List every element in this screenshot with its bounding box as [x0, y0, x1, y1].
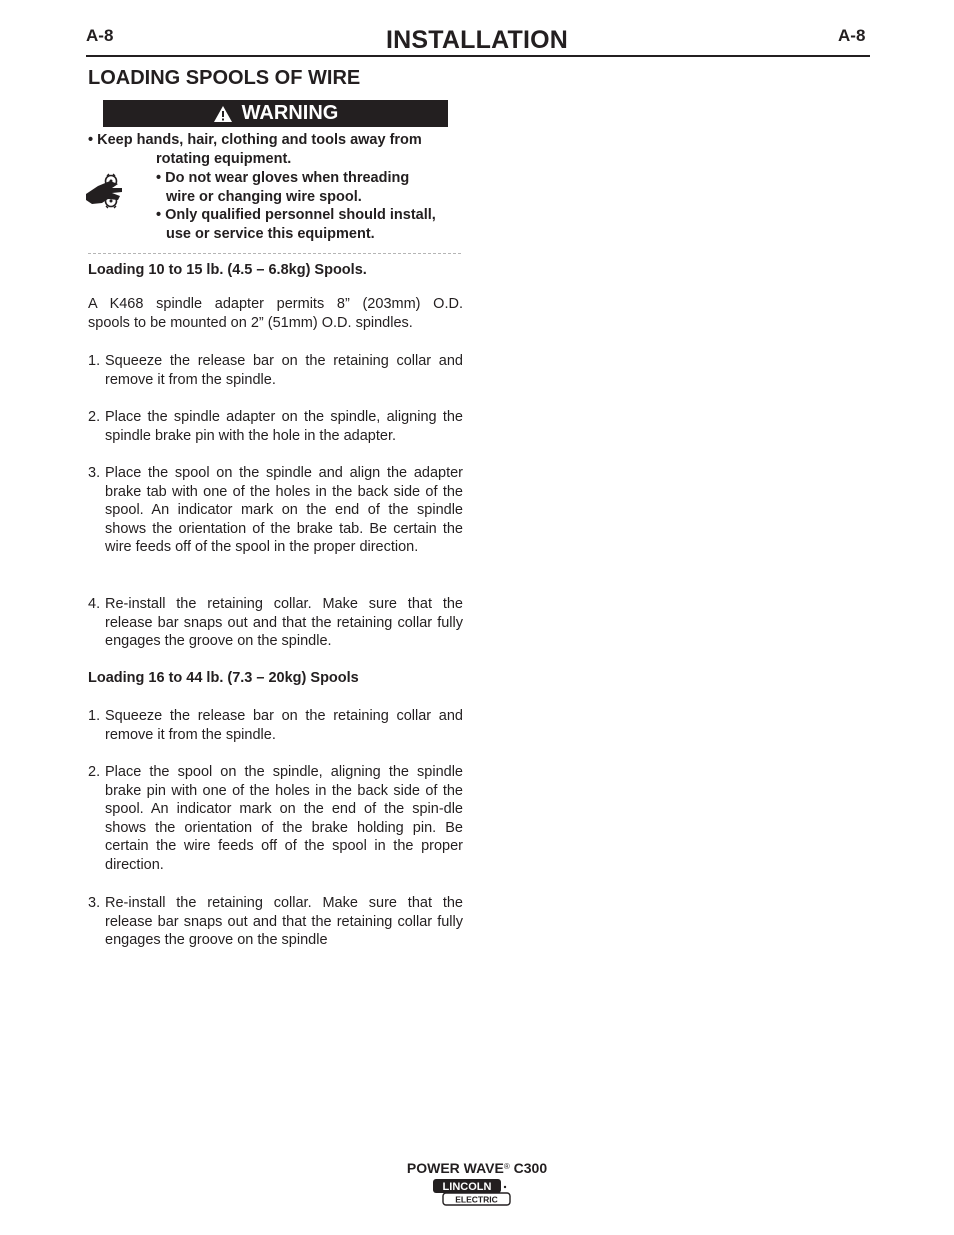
step-number: 1.: [88, 353, 101, 369]
warning-triangle-icon: [213, 105, 233, 123]
part2-step-2: [88, 763, 463, 875]
part1-step-2: [88, 408, 463, 445]
rotating-equipment-hazard-icon: [84, 172, 154, 219]
part1-intro-line-2: spools to be mounted on 2” (51mm) O.D. spindles.: [88, 314, 413, 331]
step-number: 4.: [88, 596, 101, 612]
step-text: Re-install the retaining collar. Make sure that the release bar snaps out and that the retaining collar fully engages the groove on the spindle.: [105, 596, 463, 650]
step-text: Squeeze the release bar on the retaining collar and remove it from the spindle.: [105, 353, 463, 388]
part2-heading: Loading 16 to 44 lb. (7.3 – 20kg) Spools: [88, 670, 359, 686]
logo-bottom-text: ELECTRIC: [455, 1194, 498, 1205]
warning-label: WARNING: [241, 102, 339, 124]
part1-step-4: [88, 595, 463, 651]
part1-step-3: [88, 464, 463, 557]
step-number: 2.: [88, 409, 101, 425]
warning-line-5: • Only qualified personnel should install,: [156, 207, 436, 223]
model-suffix: C300: [509, 1160, 548, 1176]
page-title: INSTALLATION: [385, 26, 568, 54]
page-number-left: A-8: [86, 26, 114, 45]
warning-banner: [103, 100, 448, 127]
step-text: Squeeze the release bar on the retaining collar and remove it from the spindle.: [105, 708, 463, 743]
model-prefix: POWER WAVE: [406, 1160, 504, 1176]
part2-step-3: [88, 894, 463, 950]
footer-model-name: [0, 1160, 954, 1176]
warning-line-1: • Keep hands, hair, clothing and tools away from: [88, 132, 422, 148]
step-text: Place the spindle adapter on the spindle, aligning the spindle brake pin with the hole in the adapter.: [105, 409, 463, 444]
warning-line-3: • Do not wear gloves when threading: [156, 170, 410, 186]
registered-mark: ®: [503, 1162, 510, 1171]
header-rule: [86, 55, 870, 57]
logo-top-text: LINCOLN: [442, 1181, 492, 1193]
lincoln-electric-logo: [432, 1178, 512, 1211]
section-title: LOADING SPOOLS OF WIRE: [88, 67, 361, 89]
step-text: Place the spool on the spindle and align the adapter brake tab with one of the holes in the back side of the spool. An indicator mark on the end of the spindle shows the orientation of the brake tab. Be certain the wire feeds off of the spool in the proper direction.: [105, 465, 463, 556]
warning-line-4: wire or changing wire spool.: [166, 189, 362, 205]
step-number: 1.: [88, 708, 101, 724]
part1-step-1: [88, 352, 463, 389]
part1-intro-line-1: A K468 spindle adapter permits 8” (203mm) O.D.: [88, 296, 463, 312]
part1-intro: [88, 295, 463, 332]
part2-step-1: [88, 707, 463, 744]
page-number-right: A-8: [838, 26, 866, 45]
step-text: Re-install the retaining collar. Make sure that the release bar snaps out and that the retaining collar fully engages the groove on the spindle: [105, 895, 463, 949]
step-number: 2.: [88, 764, 101, 780]
step-number: 3.: [88, 895, 101, 911]
step-text: Place the spool on the spindle, aligning the spindle brake pin with one of the holes in the back side of the spool. An indicator mark on the end of the spin-dle shows the orientation of the brake holding pin. Be certain the wire feeds off of the spool in the proper direction.: [105, 764, 463, 873]
step-number: 3.: [88, 465, 101, 481]
part1-heading: Loading 10 to 15 lb. (4.5 – 6.8kg) Spools.: [88, 262, 367, 278]
warning-line-2: rotating equipment.: [156, 151, 292, 167]
warning-line-6: use or service this equipment.: [166, 226, 375, 242]
warning-divider: [88, 253, 461, 254]
